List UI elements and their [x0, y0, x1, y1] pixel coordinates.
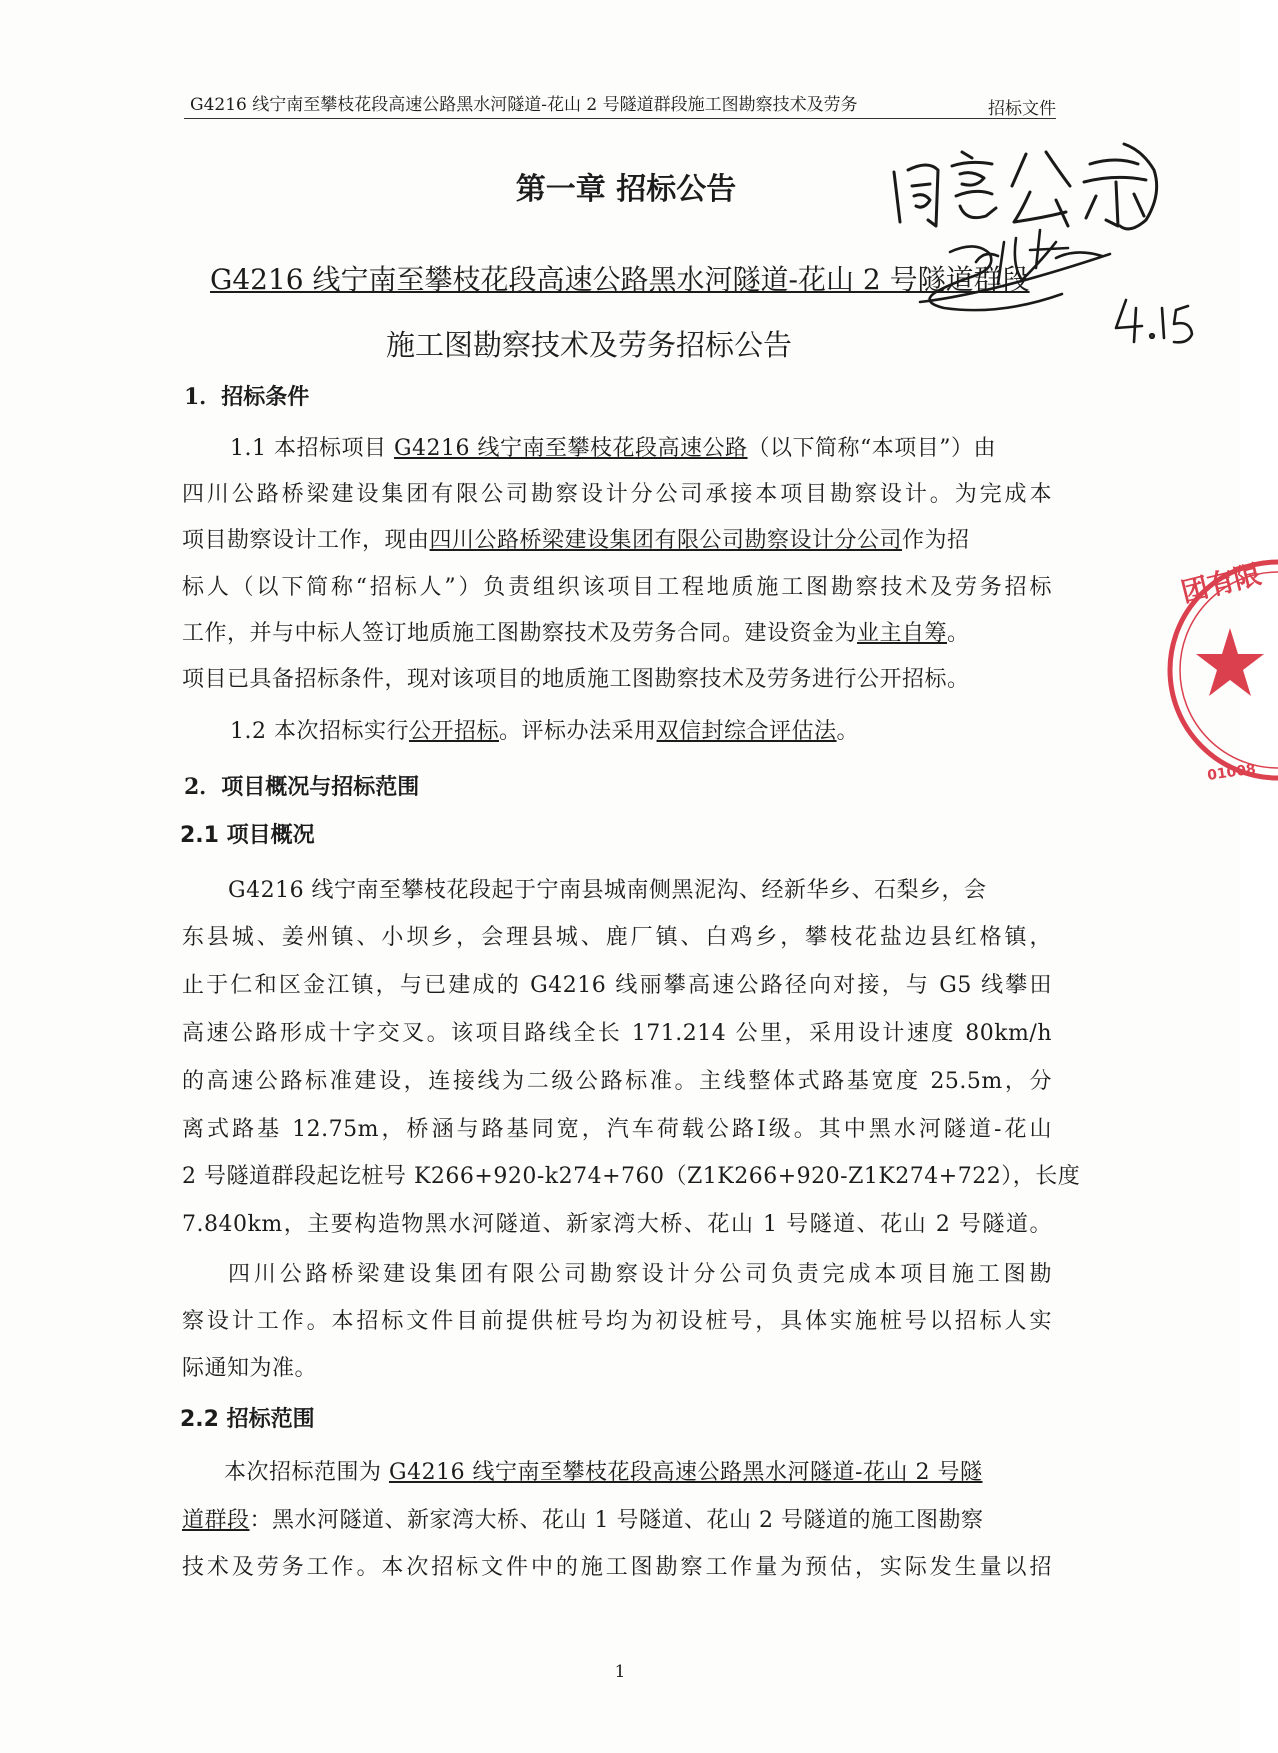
section1-heading: 1．招标条件	[184, 384, 310, 410]
text-run: （以下简称“本项目”）由	[747, 436, 997, 461]
text-run: 作为招	[902, 528, 970, 553]
evaluation-method-underlined: 双信封综合评估法	[656, 719, 837, 744]
design-line3: 际通知为准。	[182, 1356, 318, 1381]
scope-line2	[182, 1503, 1052, 1534]
page-number: 1	[614, 1662, 626, 1682]
tenderer-name-underlined: 四川公路桥梁建设集团有限公司勘察设计分公司	[429, 528, 903, 553]
para-1-1-line4: 标人（以下简称“招标人”）负责组织该项目工程地质施工图勘察技术及劳务招标	[182, 575, 1052, 600]
section2-1-heading: 2.1 项目概况	[180, 823, 315, 848]
para-1-1-line5	[182, 616, 1052, 647]
tender-method-underlined: 公开招标	[408, 719, 499, 744]
handwritten-signature	[880, 130, 1210, 370]
para-1-2	[230, 714, 1052, 745]
text-run: 工作，并与中标人签订地质施工图勘察技术及劳务合同。建设资金为	[182, 621, 858, 646]
funding-underlined: 业主自筹	[857, 621, 948, 646]
design-line2: 察设计工作。本招标文件目前提供桩号均为初设桩号，具体实施桩号以招标人实	[182, 1309, 1052, 1334]
para-1-1-line1	[230, 431, 1052, 462]
overview-line5: 的高速公路标准建设，连接线为二级公路标准。主线整体式路基宽度 25.5m，分	[182, 1069, 1052, 1094]
overview-line8: 7.840km，主要构造物黑水河隧道、新家湾大桥、花山 1 号隧道、花山 2 号隧道。	[182, 1212, 1052, 1237]
overview-line7: 2 号隧道群段起讫桩号 K266+920-k274+760（Z1K266+920-Z1K274+722），长度	[182, 1164, 1081, 1189]
text-run: 。	[836, 719, 860, 744]
company-seal	[1168, 544, 1278, 804]
running-header	[184, 88, 1056, 119]
para-1-1-line2: 四川公路桥梁建设集团有限公司勘察设计分公司承接本项目勘察设计。为完成本	[182, 482, 1052, 507]
overview-line3: 止于仁和区金江镇，与已建成的 G4216 线丽攀高速公路径向对接，与 G5 线攀田	[182, 973, 1052, 998]
overview-line2: 东县城、姜州镇、小坝乡，会理县城、鹿厂镇、白鸡乡，攀枝花盐边县红格镇，	[182, 925, 1052, 950]
text-run: ：黑水河隧道、新家湾大桥、花山 1 号隧道、花山 2 号隧道的施工图勘察	[249, 1508, 984, 1533]
section2-2-heading: 2.2 招标范围	[180, 1407, 315, 1432]
scope-name-underlined-cont: 道群段	[182, 1508, 250, 1533]
notice-title-line2: 施工图勘察技术及劳务招标公告	[386, 328, 793, 362]
text-run: 项目勘察设计工作，现由	[182, 528, 430, 553]
header-doc-type: 招标文件	[988, 99, 1056, 119]
design-line1: 四川公路桥梁建设集团有限公司勘察设计分公司负责完成本项目施工图勘	[228, 1262, 1052, 1287]
project-name-underlined: G4216 线宁南至攀枝花段高速公路	[393, 436, 748, 461]
scope-name-underlined: G4216 线宁南至攀枝花段高速公路黑水河隧道-花山 2 号隧	[389, 1460, 983, 1485]
svg-text:团有限: 团有限	[1178, 559, 1265, 609]
text-run: 1.2 本次招标实行	[230, 719, 409, 744]
text-run: 1.1 本招标项目	[230, 436, 394, 461]
svg-text:01008: 01008	[1206, 761, 1257, 784]
text-run: 。评标办法采用	[499, 719, 657, 744]
header-title: G4216 线宁南至攀枝花段高速公路黑水河隧道-花山 2 号隧道群段施工图勘察技术及劳务	[190, 95, 858, 115]
overview-line4: 高速公路形成十字交叉。该项目路线全长 171.214 公里，采用设计速度 80km/h	[182, 1021, 1052, 1046]
para-1-1-line6: 项目已具备招标条件，现对该项目的地质施工图勘察技术及劳务进行公开招标。	[182, 667, 970, 692]
text-run: 本次招标范围为	[224, 1460, 389, 1485]
notice-title-line1: G4216 线宁南至攀枝花段高速公路黑水河隧道-花山 2 号隧道群段	[210, 263, 1030, 296]
overview-line6: 离式路基 12.75m，桥涵与路基同宽，汽车荷载公路Ⅰ级。其中黑水河隧道-花山	[182, 1117, 1052, 1142]
overview-line1: G4216 线宁南至攀枝花段起于宁南县城南侧黑泥沟、经新华乡、石梨乡，会	[228, 878, 987, 903]
scope-line3: 技术及劳务工作。本次招标文件中的施工图勘察工作量为预估，实际发生量以招	[182, 1555, 1052, 1580]
text-run: 。	[947, 621, 970, 646]
scope-line1	[224, 1455, 1052, 1486]
chapter-title: 第一章 招标公告	[515, 172, 737, 207]
para-1-1-line3	[182, 523, 1052, 554]
section2-heading: 2．项目概况与招标范围	[184, 774, 420, 800]
